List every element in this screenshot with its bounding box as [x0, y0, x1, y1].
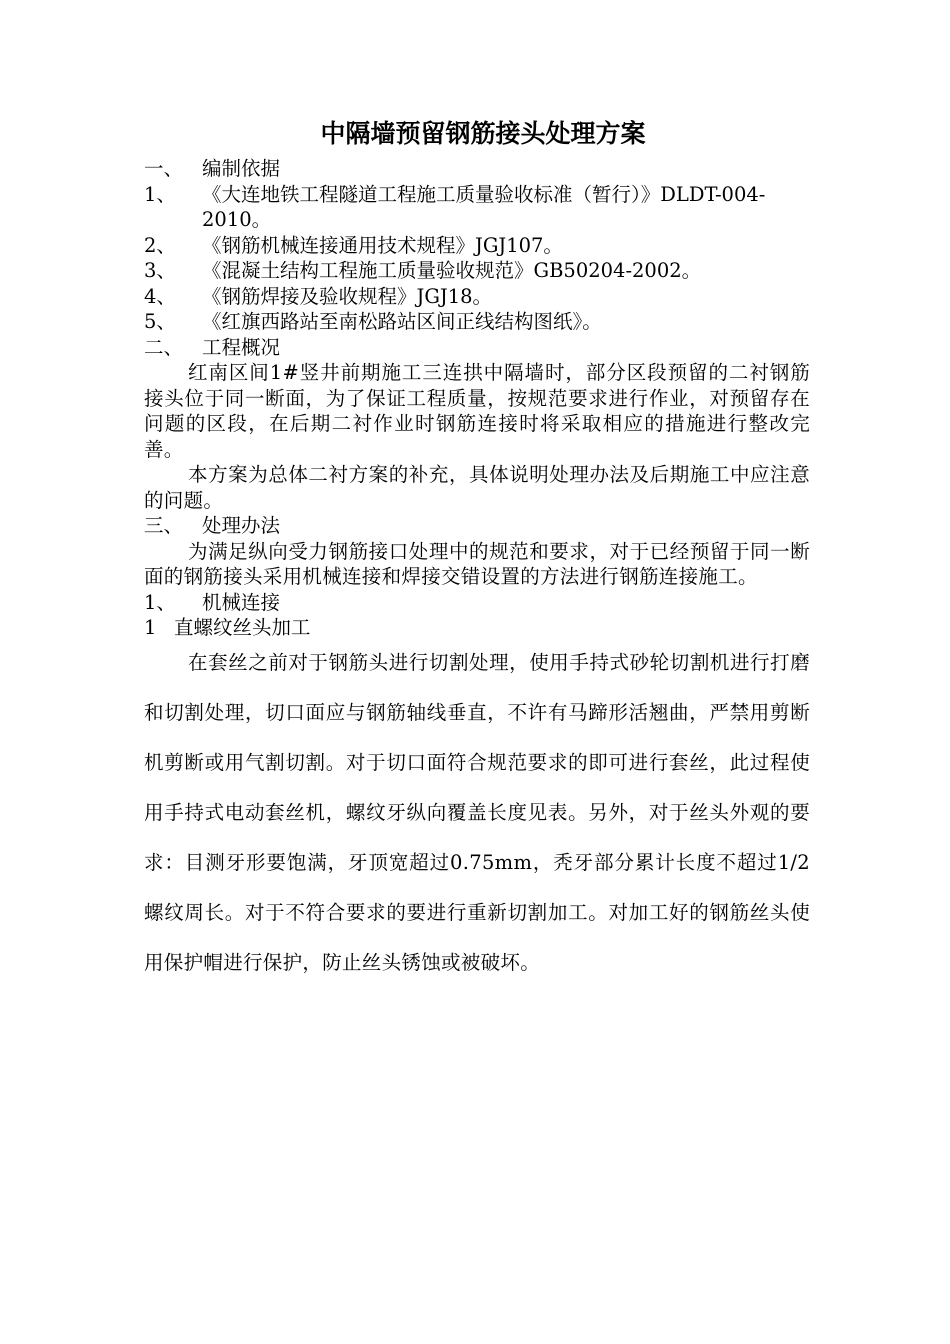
- section-number: 二、: [144, 335, 184, 359]
- section-3-heading: [144, 513, 810, 539]
- item-text: 《钢筋焊接及验收规程》JGJ18。: [202, 284, 493, 308]
- paragraph: 本方案为总体二衬方案的补充，具体说明处理办法及后期施工中应注意的问题。: [144, 463, 810, 512]
- section-1-heading: [144, 156, 810, 182]
- reference-item: [144, 284, 810, 310]
- paragraph: 在套丝之前对于钢筋头进行切割处理，使用手持式砂轮切割机进行打磨和切割处理，切口面应与钢筋轴线垂直，不许有马蹄形活翘曲，严禁用剪断机剪断或用气割切割。对于切口面符合规范要求的即可进行套丝，此过程使用手持式电动套丝机，螺纹牙纵向覆盖长度见表。另外，对于丝头外观的要求：目测牙形要饱满，牙顶宽超过0.75mm，秃牙部分累计长度不超过1/2螺纹周长。对于不符合要求的要进行重新切割加工。对加工好的钢筋丝头使用保护帽进行保护，防止丝头锈蚀或被破坏。: [144, 650, 810, 974]
- reference-item: [144, 182, 810, 233]
- item-number: 3、: [144, 259, 176, 282]
- item-text: 《钢筋机械连接通用技术规程》JGJ107。: [202, 233, 563, 257]
- item-text: 《红旗西路站至南松路站区间正线结构图纸》。: [202, 310, 602, 333]
- section-number: 三、: [144, 514, 184, 537]
- subsection-title: 机械连接: [202, 590, 281, 614]
- sub-subsection-title: 直螺纹丝头加工: [174, 616, 311, 639]
- paragraph: 红南区间1#竖井前期施工三连拱中隔墙时，部分区段预留的二衬钢筋接头位于同一断面，为了保证工程质量，按规范要求进行作业，对预留存在问题的区段，在后期二衬作业时钢筋连接时将采取相应的措施进行整改完善。: [144, 361, 810, 461]
- section-2-heading: [144, 335, 810, 361]
- reference-item: [144, 258, 810, 284]
- section-title: 编制依据: [202, 157, 281, 180]
- item-number: 5、: [144, 310, 176, 333]
- paragraph: 为满足纵向受力钢筋接口处理中的规范和要求，对于已经预留于同一断面的钢筋接头采用机械连接和焊接交错设置的方法进行钢筋连接施工。: [144, 539, 810, 588]
- item-number: 2、: [144, 233, 176, 257]
- item-text: 《混凝土结构工程施工质量验收规范》GB50204-2002。: [202, 259, 702, 282]
- item-number: 4、: [144, 284, 176, 308]
- document-title: 中隔墙预留钢筋接头处理方案: [320, 119, 646, 148]
- section-title: 工程概况: [202, 335, 281, 359]
- sub-subsection-number: 1: [144, 616, 157, 639]
- reference-item: [144, 309, 810, 335]
- section-title: 处理办法: [202, 514, 281, 537]
- section-number: 一、: [144, 157, 184, 180]
- subsection-heading: [144, 590, 810, 616]
- item-number: 1、: [144, 182, 176, 206]
- item-text: 《大连地铁工程隧道工程施工质量验收标准（暂行）》DLDT-004-2010。: [202, 182, 766, 231]
- subsection-number: 1、: [144, 590, 176, 614]
- reference-item: [144, 233, 810, 259]
- document-page: [144, 112, 810, 988]
